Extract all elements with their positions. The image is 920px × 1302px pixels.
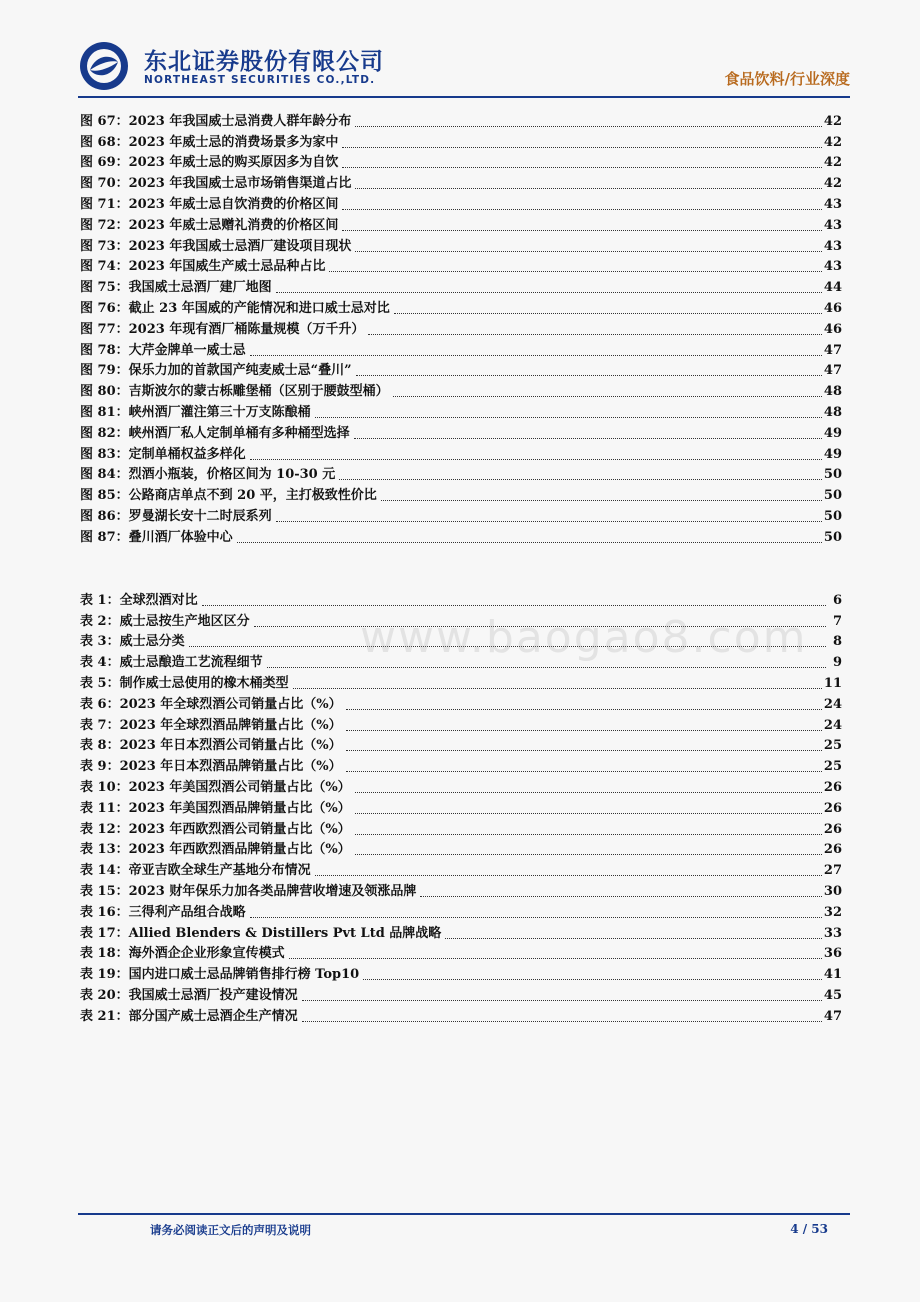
toc-entry-page: 43 [823,196,842,212]
toc-entry-label: 图 79：保乐力加的首款国产纯麦威士忌“叠川” [80,363,352,379]
figure-index-entry[interactable] [80,442,842,463]
toc-entry-label: 图 86：罗曼湖长安十二时辰系列 [80,508,272,524]
toc-entry-label: 表 20：我国威士忌酒厂投产建设情况 [80,987,298,1003]
toc-entry-page: 46 [823,300,842,316]
toc-entry-page: 6 [832,592,842,608]
toc-entry-label: 图 85：公路商店单点不到 20 平，主打极致性价比 [80,488,377,504]
toc-entry-page: 42 [823,176,842,192]
table-index-entry[interactable] [80,692,842,713]
table-index-entry[interactable] [80,754,842,775]
toc-entry-page: 24 [823,717,842,733]
toc-entry-label: 表 6：2023 年全球烈酒公司销量占比（%） [80,696,342,712]
dot-leader [355,792,822,793]
dot-leader [355,188,822,189]
toc-entry-page: 26 [823,821,842,837]
figure-index-entry[interactable] [80,130,842,151]
dot-leader [302,1000,822,1001]
toc-entry-label: 图 84：烈酒小瓶装，价格区间为 10-30 元 [80,467,336,483]
toc-entry-label: 表 7：2023 年全球烈酒品牌销量占比（%） [80,717,342,733]
figure-index-entry[interactable] [80,151,842,172]
toc-entry-page: 44 [823,280,842,296]
toc-entry-label: 表 3：威士忌分类 [80,634,185,650]
figure-index-entry[interactable] [80,483,842,504]
toc-entry-page: 50 [823,488,842,504]
dot-leader [329,271,822,272]
dot-leader [250,459,822,460]
dot-leader [315,875,822,876]
toc-entry-page: 9 [832,655,842,671]
dot-leader [250,355,822,356]
toc-entry-label: 图 74：2023 年国威生产威士忌品种占比 [80,259,326,275]
toc-entry-label: 表 12：2023 年西欧烈酒公司销量占比（%） [80,821,351,837]
toc-entry-label: 表 18：海外酒企企业形象宣传模式 [80,946,285,962]
dot-leader [250,917,822,918]
dot-leader [276,292,822,293]
figure-index-entry[interactable] [80,317,842,338]
table-index-entry[interactable] [80,921,842,942]
toc-entry-page: 42 [823,113,842,129]
toc-entry-label: 图 77：2023 年现有酒厂桶陈量规模（万千升） [80,321,365,337]
toc-entry-label: 表 1：全球烈酒对比 [80,592,198,608]
toc-entry-label: 表 4：威士忌酿造工艺流程细节 [80,655,263,671]
toc-entry-page: 11 [823,675,842,691]
northeast-securities-logo-icon [78,40,130,92]
table-index-entry[interactable] [80,838,842,859]
table-index-entry[interactable] [80,879,842,900]
dot-leader [267,667,826,668]
dot-leader [302,1021,822,1022]
toc-entry-label: 表 8：2023 年日本烈酒公司销量占比（%） [80,738,342,754]
toc-entry-page: 43 [823,259,842,275]
toc-entry-page: 8 [832,634,842,650]
dot-leader [342,209,822,210]
figure-index-entry[interactable] [80,234,842,255]
figure-index-entry[interactable] [80,255,842,276]
toc-entry-label: 图 87：叠川酒厂体验中心 [80,529,233,545]
figure-index-entry[interactable] [80,213,842,234]
figure-index-entry[interactable] [80,400,842,421]
toc-entry-page: 48 [823,384,842,400]
toc-entry-page: 50 [823,467,842,483]
disclaimer-note: 请务必阅读正文后的声明及说明 [150,1223,311,1237]
table-index-entry[interactable] [80,713,842,734]
toc-entry-page: 48 [823,404,842,420]
dot-leader [393,396,822,397]
toc-entry-label: 图 81：峡州酒厂灌注第三十万支陈酿桶 [80,404,311,420]
toc-entry-page: 36 [823,946,842,962]
figure-index-entry[interactable] [80,275,842,296]
toc-entry-label: 图 69：2023 年威士忌的购买原因多为自饮 [80,155,339,171]
toc-entry-label: 表 19：国内进口威士忌品牌销售排行榜 Top10 [80,967,360,983]
toc-entry-label: 表 2：威士忌按生产地区区分 [80,613,250,629]
toc-entry-page: 30 [823,883,842,899]
table-index-entry[interactable] [80,983,842,1004]
figure-index-entry[interactable] [80,171,842,192]
header-divider [78,96,850,98]
toc-entry-page: 41 [823,967,842,983]
dot-leader [342,230,822,231]
toc-entry-page: 24 [823,696,842,712]
dot-leader [445,938,822,939]
toc-entry-label: 图 68：2023 年威士忌的消费场景多为家中 [80,134,339,150]
toc-entry-page: 42 [823,134,842,150]
dot-leader [355,834,822,835]
dot-leader [354,438,822,439]
toc-entry-page: 47 [823,363,842,379]
watermark: www.baogao8.com [360,612,808,663]
dot-leader [356,375,822,376]
toc-entry-label: 表 16：三得利产品组合战略 [80,904,246,920]
toc-entry-page: 47 [823,342,842,358]
figure-index-entry[interactable] [80,359,842,380]
toc-entry-label: 表 15：2023 财年保乐力加各类品牌营收增速及领涨品牌 [80,883,417,899]
table-index-entry[interactable] [80,775,842,796]
figure-index-entry[interactable] [80,338,842,359]
dot-leader [368,334,822,335]
toc-entry-page: 43 [823,238,842,254]
dot-leader [346,771,822,772]
toc-entry-label: 图 80：吉斯波尔的蒙古栎雕堡桶（区别于腰鼓型桶） [80,384,389,400]
dot-leader [237,542,822,543]
dot-leader [342,147,822,148]
dot-leader [339,479,822,480]
table-index-entry[interactable] [80,1004,842,1025]
toc-entry-page: 43 [823,217,842,233]
figure-index-entry[interactable] [80,192,842,213]
toc-entry-label: 图 75：我国威士忌酒厂建厂地图 [80,280,272,296]
toc-entry-label: 图 67：2023 年我国威士忌消费人群年龄分布 [80,113,352,129]
table-index-entry[interactable] [80,671,842,692]
dot-leader [381,500,822,501]
toc-entry-label: 表 10：2023 年美国烈酒公司销量占比（%） [80,779,351,795]
dot-leader [355,854,822,855]
toc-entry-page: 27 [823,863,842,879]
toc-entry-label: 图 83：定制单桶权益多样化 [80,446,246,462]
industry-tag: 食品饮料/行业深度 [724,70,850,88]
toc-entry-label: 图 73：2023 年我国威士忌酒厂建设项目现状 [80,238,352,254]
toc-entry-label: 表 14：帝亚吉欧全球生产基地分布情况 [80,863,311,879]
dot-leader [420,896,822,897]
dot-leader [346,730,822,731]
dot-leader [363,979,822,980]
dot-leader [342,167,822,168]
figure-index-entry[interactable] [80,109,842,130]
toc-entry-page: 26 [823,842,842,858]
table-index-entry[interactable] [80,817,842,838]
dot-leader [346,709,822,710]
page-indicator: 4 / 53 [790,1222,828,1236]
toc-entry-page: 25 [823,738,842,754]
toc-entry-label: 图 78：大芹金牌单一威士忌 [80,342,246,358]
table-index-entry[interactable] [80,962,842,983]
toc-entry-page: 49 [823,446,842,462]
figure-index-entry[interactable] [80,421,842,442]
dot-leader [293,688,822,689]
toc-entry-label: 图 70：2023 年我国威士忌市场销售渠道占比 [80,176,352,192]
dot-leader [315,417,822,418]
table-index-entry[interactable] [80,858,842,879]
toc-entry-page: 46 [823,321,842,337]
figure-index-list [80,109,842,546]
figure-index-entry[interactable] [80,296,842,317]
toc-entry-page: 50 [823,508,842,524]
toc-entry-label: 图 76：截止 23 年国威的产能情况和进口威士忌对比 [80,300,390,316]
company-name-cn: 东北证券股份有限公司 [144,49,384,75]
figure-index-entry[interactable] [80,463,842,484]
toc-entry-page: 42 [823,155,842,171]
table-index-entry[interactable] [80,734,842,755]
figure-index-entry[interactable] [80,379,842,400]
toc-entry-page: 47 [823,1008,842,1024]
dot-leader [202,605,826,606]
toc-entry-page: 49 [823,425,842,441]
toc-entry-label: 表 13：2023 年西欧烈酒品牌销量占比（%） [80,842,351,858]
toc-entry-page: 26 [823,779,842,795]
table-index-entry[interactable] [80,796,842,817]
toc-entry-page: 25 [823,759,842,775]
dot-leader [355,126,822,127]
toc-entry-page: 45 [823,987,842,1003]
table-index-entry[interactable] [80,942,842,963]
toc-entry-label: 图 82：峡州酒厂私人定制单桶有多种桶型选择 [80,425,350,441]
dot-leader [394,313,822,314]
toc-entry-label: 图 72：2023 年威士忌赠礼消费的价格区间 [80,217,339,233]
toc-entry-page: 32 [823,904,842,920]
toc-entry-label: 表 17：Allied Blenders & Distillers Pvt Ltd 品牌战略 [80,925,442,941]
toc-entry-page: 33 [823,925,842,941]
figure-index-entry[interactable] [80,504,842,525]
figure-index-entry[interactable] [80,525,842,546]
page-header [78,40,850,92]
footer-divider [78,1213,850,1215]
toc-entry-label: 表 21：部分国产威士忌酒企生产情况 [80,1008,298,1024]
toc-entry-label: 表 9：2023 年日本烈酒品牌销量占比（%） [80,759,342,775]
table-index-entry[interactable] [80,588,842,609]
toc-entry-page: 26 [823,800,842,816]
company-name-en: NORTHEAST SECURITIES CO.,LTD. [144,74,376,86]
toc-entry-page: 7 [832,613,842,629]
toc-entry-label: 表 5：制作威士忌使用的橡木桶类型 [80,675,289,691]
dot-leader [276,521,822,522]
toc-entry-page: 50 [823,529,842,545]
toc-entry-label: 表 11：2023 年美国烈酒品牌销量占比（%） [80,800,351,816]
dot-leader [355,813,822,814]
dot-leader [355,251,822,252]
table-index-entry[interactable] [80,900,842,921]
dot-leader [289,958,822,959]
toc-entry-label: 图 71：2023 年威士忌自饮消费的价格区间 [80,196,339,212]
dot-leader [346,750,822,751]
